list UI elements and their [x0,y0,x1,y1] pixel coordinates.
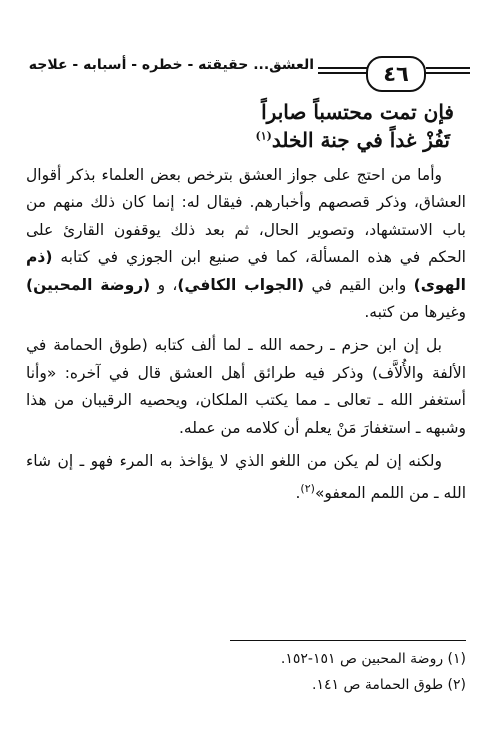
paragraph-2: بل إن ابن حزم ـ رحمه الله ـ لما ألف كتابه (طوق الحمامة في الألفة والأُلاَّف) وذكر فيه طرائق أهل العشق قال في آخره: «وأنا أستغفر الله ـ تعالى ـ مما يكتب الملكان، ويحصيه الرقيبان من هذا وشبهه ـ استغفارَ مَنْ يعلم أن كلامه من عمله. [26,336,466,437]
p1-text-a: وأما من احتج على جواز العشق بترخص بعض العلماء بذكر أقوال العشاق، وذكر قصصهم وأخبارهم. فيقال له: إنما كان ذلك منهم من باب الاستشهاد، وتصوير الحال، ثم بعد ذلك يوقفون القارئ على الحكم في هذه المسألة، كما في صنيع ابن الجوزي في كتابه [26,166,466,267]
p3-end: . [295,484,301,503]
book-title-al-jawab-al-kafi: (الجواب الكافي) [177,275,305,294]
p1-text-c: وابن القيم في [304,275,414,294]
footnote-1: (١) روضة المحبين ص ١٥١-١٥٢. [280,651,466,667]
page-header [30,50,470,94]
verse-line-2-text: تَفُزْ غداً في جنة الخلد [271,128,450,152]
body-text [26,162,466,514]
p1-text-e: وغيرها من كتبه. [364,303,466,322]
header-rule-right [426,67,470,74]
paragraph-1 [26,162,466,326]
footnote-2: (٢) طوق الحمامة ص ١٤١. [312,677,466,693]
footnote-separator [230,640,466,641]
verse-line-2 [30,128,450,152]
page-number: ٤٦ [366,56,426,92]
book-title-rawdat-al-muhibbin: (روضة المحبين) [26,275,151,294]
running-title: العشق... حقيقته - خطره - أسبابه - علاجه [28,57,314,73]
footnote-ref-2: (٢) [300,482,315,496]
header-rule-middle [318,67,368,74]
book-title-dhamm-al-hawa: (ذم الهوى) [26,248,466,294]
verse-line-1: فإن تمت محتسباً صابراً [261,100,454,124]
footnote-ref-1: (١) [255,129,272,143]
footnotes [26,646,466,698]
paragraph-3 [26,448,466,508]
p3-text: ولكنه إن لم يكن من اللغو الذي لا يؤاخذ به المرء فهو ـ إن شاء الله ـ من اللمم المعفو» [26,452,466,503]
p1-text-d: ، و [150,275,178,294]
